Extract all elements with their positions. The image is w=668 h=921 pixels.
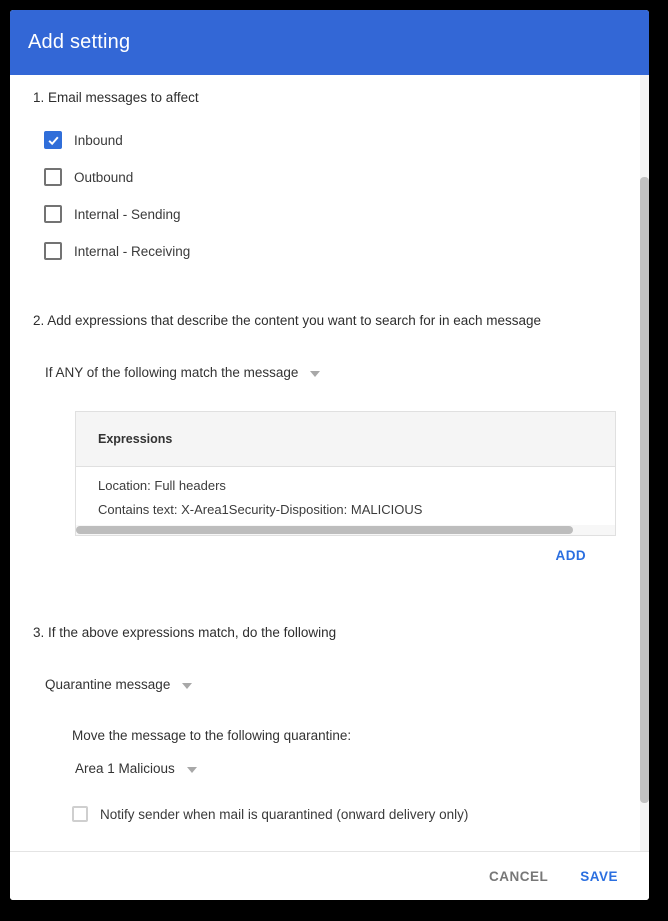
expressions-table-body — [76, 467, 615, 525]
expression-row[interactable]: Contains text: X-Area1Security-Disposition: MALICIOUS — [98, 502, 423, 517]
checkbox-row-outbound[interactable] — [44, 168, 649, 186]
checkbox-row-inbound[interactable] — [44, 131, 649, 149]
action-dropdown-value: Quarantine message — [45, 677, 171, 692]
save-button[interactable]: SAVE — [580, 868, 618, 884]
vertical-scrollbar-track[interactable] — [640, 75, 649, 851]
checkbox-row-internal-sending[interactable] — [44, 205, 649, 223]
internal-sending-label: Internal - Sending — [74, 206, 181, 222]
internal-receiving-label: Internal - Receiving — [74, 243, 191, 259]
add-setting-dialog — [10, 10, 649, 900]
outbound-label: Outbound — [74, 169, 134, 185]
notify-sender-checkbox[interactable] — [72, 806, 88, 822]
dialog-footer — [10, 851, 649, 900]
section1-label: 1. Email messages to affect — [33, 90, 199, 105]
chevron-down-icon — [187, 767, 197, 773]
section3-label: 3. If the above expressions match, do the following — [33, 625, 337, 640]
dialog-title: Add setting — [28, 31, 131, 53]
inbound-checkbox[interactable] — [44, 131, 62, 149]
vertical-scrollbar-thumb[interactable] — [640, 177, 649, 803]
horizontal-scrollbar-track[interactable] — [76, 525, 615, 535]
internal-receiving-checkbox[interactable] — [44, 242, 62, 260]
checkmark-icon — [47, 134, 60, 147]
dialog-header — [10, 10, 649, 75]
chevron-down-icon — [182, 683, 192, 689]
expressions-table-header — [76, 412, 615, 467]
cancel-button[interactable]: CANCEL — [488, 868, 549, 884]
action-dropdown[interactable] — [45, 676, 649, 693]
add-row — [10, 548, 649, 563]
match-condition-value: If ANY of the following match the message — [45, 365, 299, 380]
inbound-label: Inbound — [74, 132, 123, 148]
expressions-column-header: Expressions — [98, 432, 173, 446]
expressions-table — [75, 411, 616, 536]
chevron-down-icon — [310, 371, 320, 377]
horizontal-scrollbar-thumb[interactable] — [76, 526, 573, 534]
add-expression-button[interactable]: ADD — [555, 548, 586, 563]
internal-sending-checkbox[interactable] — [44, 205, 62, 223]
notify-sender-label: Notify sender when mail is quarantined (onward delivery only) — [100, 806, 469, 822]
quarantine-dropdown-value: Area 1 Malicious — [75, 761, 175, 776]
section2-label: 2. Add expressions that describe the content you want to search for in each message — [33, 313, 542, 328]
outbound-checkbox[interactable] — [44, 168, 62, 186]
quarantine-dropdown[interactable] — [75, 760, 649, 777]
checkbox-row-internal-receiving[interactable] — [44, 242, 649, 260]
checkbox-row-notify-sender[interactable] — [72, 806, 649, 822]
quarantine-instruction-label: Move the message to the following quarantine: — [72, 728, 352, 743]
dialog-scroll-area[interactable] — [10, 75, 649, 851]
match-condition-dropdown[interactable] — [45, 364, 649, 381]
expression-row[interactable]: Location: Full headers — [98, 478, 226, 493]
